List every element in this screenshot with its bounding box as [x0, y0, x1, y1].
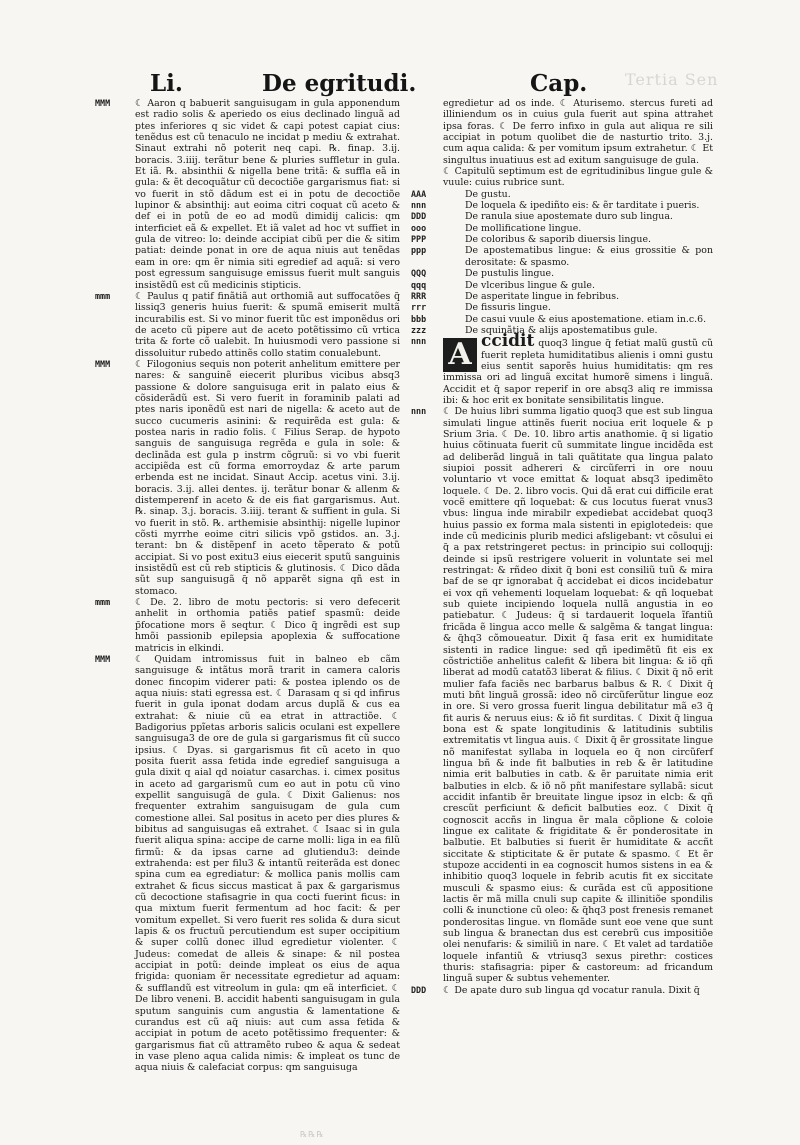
- rubric-text: De gustu.: [465, 188, 511, 200]
- rubric-text: De fissuris lingue.: [465, 302, 551, 314]
- rubric-text: De coloribus & saporib diuersis lingue.: [465, 234, 651, 246]
- rubric-text: De ranula siue apostemate duro sub lingua.: [465, 211, 673, 223]
- rubric-mark: ppp: [411, 245, 427, 256]
- paragraph-text: ☾ Paulus q patif finãtiã aut orthomiã aut suffocatões q̃ lissiq3 generis huius fuerit: & spumã emiserit multã incurabilis est. Si vo minor fuerit tũc est imponẽdus ori de aceto cũ pipere aut de aceto potẽtissimo cũ vrtica trita & forte cõ ualebit. In huiusmodi vero passione si dissoluitur rubedo attinẽs collo statim conualebunt.: [135, 290, 400, 359]
- rubric-item: [411, 200, 713, 212]
- rubric-item: [411, 290, 713, 302]
- paragraph: [411, 984, 713, 996]
- rubric-item: [411, 313, 713, 325]
- rubric-mark: RRR: [411, 290, 427, 301]
- rubric-mark: nnn: [411, 200, 427, 211]
- library-stamp: ℞℞℞: [300, 1130, 325, 1139]
- folio-number: Li.: [150, 70, 183, 97]
- rubric-item: [411, 211, 713, 223]
- marginal-letters: MMM: [95, 98, 111, 108]
- left-column: [95, 98, 400, 1074]
- rubric-mark: AAA: [411, 188, 427, 199]
- rubric-item: [411, 279, 713, 291]
- rubric-text: De squinãtia & alijs apostematibus gule.: [465, 324, 658, 336]
- rubric-item: [411, 245, 713, 268]
- rubric-text: De casui vuule & eius apostematione. etiam in.c.6.: [465, 313, 707, 325]
- marginal-letters: mmm: [95, 290, 111, 301]
- marginal-letters: MMM: [95, 653, 111, 664]
- initial-paragraph: [411, 331, 713, 406]
- right-column: [411, 98, 713, 996]
- paragraph-text: ☾ Filogonius sequis non poterit anhelitum emittere per nares: & sanguinẽ eiecerit pluribus vicibus absq3 passione & dolore sanguisuga erit in palato eius & cõsiderãdũ est. Si vero fuerit in foraminib palati ad ptes naris iponẽdũ est nari de nigella: & aceto aut de succo cucumeris asinini: & requirẽda est gula: & postea naris in radio folis. ☾ Filius Serap. de hypoto sanguis de sanguisuga regrẽda e gula in sole: & declinãda est gula p instrm cõgruũ: si vo vbi fuerit accipiẽda est cũ forma emorroydaz & arte parum erbenda est ne incidat. Sinaut Accip. acetus vini. 3.ij. boracis. 3.ij. allei dentes. ij. terãtur bonar & allenm & distemperenf in aceto & de eis fiat gargarismus. Aut. ℞. sinap. 3.j. boracis. 3.iiij. terant & suffient in gula. Si vo fuerit in stõ. ℞. arthemisie absinthij: nigelle lupinor cõsti myrrhe eoime citri silicis vpõ gstidos. an. 3.j. terant: bn & distẽpenf in aceto tẽperato & potũ accipiat. Si vo post exitu3 eius eiecerit sputũ sanguinis insistẽdũ est cũ reb stipticis & glutinosis. ☾ Dico dãda sũt sup sanguisugã q̃ nõ apparẽt signa qñ est in stomaco.: [135, 358, 400, 597]
- initial-word-rest: ccidit: [481, 331, 535, 352]
- rubric-mark: bbb: [411, 313, 427, 324]
- running-head-cap: Cap.: [530, 70, 588, 97]
- paragraph: [95, 98, 400, 291]
- rubric-text: De apostematibus lingue: & eius grossitie & pon derositate: & spasmo.: [465, 245, 713, 268]
- continuation-text: egredietur ad os inde. ☾ Aturisemo. stercus fureti ad illiniendum os in cuius gula fuerit aut spina attrahet ipsa foras. ☾ De ferro infixo in gula aut aliqua re sili accipiat in potum quolibet die de nasturtio trito. 3.j. cum aqua calida: & per vomitum ipsum extrahetur. ☾ Et singultus inuatiuus est ad exitum sanguisuge de gula.: [443, 98, 713, 166]
- paragraph-text: ☾ De huius libri summa ligatio quoq3 que est sub lingua simulati lingue attinẽs fuerit nociua erit loquele & p Srium 3ria. ☾ De. 10. libro artis anathomie. q̃ si ligatio huius cõtinuata fuerit cũ summitate lingue incidẽda est ad deliberãd linguã in tali quãtitate qua lingua palato siupioi possit adhereri & circũferri in ore nouu voluntario vt voce emittat & loquat absq3 ipedimẽto loquele. ☾ De. 2. libro vocis. Qui dã erat cui difficile erat vocẽ emittere qñ loquebat: & cus locutus fuerat vnus3 vbus: lingua inde mirabilr expediebat accidebat quoq3 huius passio ex forma mala sistenti in epiglotedeis: que inde cũ medicinis plurib medici afsligebant: vt cõsului ei q̃ a pax retstringeret pectus: in principio sui colloqujj: deinde si ipsũ restrigere voluerit in voluntate sei mel restringat: & rñdeo dixit q̃ boni est consiliũ tuũ & mira baf de se qr ignorabat q̃ accidebat ei dicos incidebatur ei vox qñ vehementi loquelam loquebat: & qñ loquebat sub quiete incipiendo loquela nullã angustia in eo patiebatur. ☾ Judeus: q̃ si tardauerit loquela ĩfantiũ fricãda ẽ lingua acco melle & salgẽma & tangat lingua: & q̃hq3 cõmoueatur. Dixit q̃ fasa erit ex humiditate sistenti in radice lingue: sed qñ ipedimẽtũ fit eis ex cõstrictiõe anhelitus calefit & libera bit lingua: & iõ qñ liberat ad modũ catatõ3 liberat & filius. ☾ Dixit q̃ nõ erit mulier fafa faciẽs nec barbarus balbus & R. ☾ Dixit q̃ muti bñt linguã grossã: ideo nõ circũferũtur lingue eoz in ore. Si vero grossa fuerit lingua debilitatur mã e3 q̃ fit auris & neruus eius: & iõ fit surditas. ☾ Dixit q̃ lingua bona est & spate longitudinis & latitudinis subtilis extremitatis vt lingua auis. ☾ Dixit q̃ ẽr grossitate lingue nõ manifestat syllaba in loquela eo q̃ non circũferf lingua bñ & inde fit balbuties in reb & ẽr latitudine nimia erit balbuties in catb. & ẽr paruitate nimia erit balbuties in elcb. & iõ nõ pñt manifestare syllabã: sicut accidit infantib ẽr breuitate lingue ipsoz in elcb: & qñ crescũt perficiunt & deficit balbuties eoz. ☾ Dixit q̃ cognoscit accñs in lingua ẽr mala cõplione & coloie lingue ex calitate & frigiditate & ẽr ponderositate in balbutie. Et balbuties si fuerit ẽr humiditate & accñt siccitate & stipticitate & ẽr putate & spasmo. ☾ Et ẽr stupoze accidenti in ea cognoscit humos sistens in ea & inhibitio quoq3 loquele in febrib acutis fit ex siccitate musculi & spasmo eius: & curãda est cũ appositione lactis ẽr mã milla cnuli sup capite & illinitiõe spondilis colli & inunctione cũ oleo: & q̃hq3 post frenesis remanet ponderositas lingue. vn flomãde sunt eoe vene que sunt sub lingua & branectan dus est cerebrũ cus impositiõe olei nenufaris: & similiũ in nare. ☾ Et valet ad tardatiõe loquele infantiũ & vtriusq3 sexus pirethr: costices thuris: stafisagria: piper & castoreum: ad fricandum linguã super & subtus vehementer.: [443, 406, 713, 985]
- decorated-initial: A: [443, 338, 477, 372]
- paragraph: [95, 290, 400, 359]
- paragraph-text: ☾ De apate duro sub lingua qd vocatur ranula. Dixit q̃: [443, 984, 700, 996]
- rubric-item: [411, 188, 713, 200]
- rubric-text: De asperitate lingue in febribus.: [465, 290, 620, 302]
- marginal-letters: mmm: [95, 597, 111, 608]
- rubric-text: De pustulis lingue.: [465, 268, 555, 280]
- paragraph: [95, 597, 400, 654]
- marginal-letters: nnn: [411, 336, 427, 347]
- paragraph: [95, 653, 400, 1074]
- rubric-item: [411, 268, 713, 280]
- running-head-title: De egritudi.: [262, 70, 417, 97]
- rubric-text: De mollificatione lingue.: [465, 222, 582, 234]
- rubric-list: [411, 188, 713, 336]
- rubric-mark: zzz: [411, 324, 427, 335]
- rubric-mark: qqq: [411, 279, 427, 290]
- marginal-letters: nnn: [411, 406, 427, 417]
- rubric-mark: rrr: [411, 302, 427, 313]
- rubric-mark: ooo: [411, 222, 427, 233]
- rubric-item: [411, 222, 713, 234]
- chapter-heading: ☾ Capitulũ septimum est de egritudinibus lingue gule & vuule: cuius rubrice sunt.: [443, 166, 713, 189]
- marginal-letters: DDD: [411, 984, 427, 995]
- paragraph: [411, 406, 713, 985]
- rubric-item: [411, 302, 713, 314]
- paragraph-text: quoq3 lingue q̃ fetiat malũ gustũ cũ fuerit repleta humiditatibus alienis i omni gustu eius sentit saporẽs huius humiditatis: qm res immissa ori ad linguã excitat humorẽ simens i linguã. Accidit et q̃ sapor reperif in ore absq3 aliq re immissa ibi: & hoc erit ex bonitate sensibilitatis lingue.: [443, 338, 713, 406]
- paragraph-text: ☾ Aaron q babuerit sanguisugam in gula apponendum est radio solis & aperiedo os eius declinado linguã ad ptes inferiores q sic videt & capi potest capiat cius: tenẽdus est cũ tenaculo ne incidat p mediu & extrahat. Sinaut extrahi nõ poterit neq capi. ℞. finap. 3.ij. boracis. 3.iiij. terãtur bene & pluries suffletur in gula. Et iã. ℞. absinthii & nigella bene tritã: & suffla eã in gula: & ẽt decoquãtur cũ decoctiõe gargarismus fiat: si vo fuerit in stõ dãdum est ei in potu de decoctiõe lupinor & absinthij: aut eoima citri coquat cũ aceto & def ei in potũ de eo ad modũ dimidij calicis: qm interficiet eã & expellet. Et iã valet ad hoc vt suffiet in gula de vitreo: lo: deinde accipiat cibũ per die & sitim patiat: deinde ponat in ore de aqua niuis aut tenẽdas eam in ore: qm ẽr nimia siti egredief ad aquã: si vero post egressum sanguisuge emissus fuerit mult sanguis insistẽdũ est cũ medicinis stipticis.: [135, 98, 400, 291]
- rubric-text: De loquela & ipediñto eis: & ẽr tarditate i pueris.: [465, 200, 700, 212]
- bleed-through-text: Tertia Sen: [625, 70, 719, 89]
- rubric-mark: PPP: [411, 234, 427, 245]
- paragraph: [95, 358, 400, 597]
- rubric-mark: DDD: [411, 211, 427, 222]
- paragraph-text: ☾ Quidam intromissus fuit in balneo eb cãm sanguisuge & intãtus morã trarit in camera caloris donec fincopim viderer pati: & postea iplendo os de aqua niuis: stati egressa est. ☾ Darasam q si qd infirus fuerit in gula iponat dodam arcus duplã & cus ea extrahat: & niuie cũ ea etrat in attractiõe. ☾ Badigorius ppĩetas arboris salicis oculani est expellere sanguisuga3 de ore de gula si gargarismus fit cũ succo ipsius. ☾ Dyas. si gargarismus fit cũ aceto in quo posita fuerit assa fetida inde egredief sanguisuga a gula dixit q aial qd noiatur casarchas. i. cimex positus in aceto ad gargarismũ cum eo aut in potu cũ vino expellit sanguisugã de gula. ☾ Dixit Galienus: nos frequenter extrahim sanguisugam de gula cum comestione allei. Sal positus in aceto per dies plures & bibitus ad sanguisugas eã extrahet. ☾ Isaac si in gula fuerit aliqua spina: accipe de carne molli: liga in ea filũ firmũ: & da ipsas carne ad glutiendu3: deinde extrahenda: est per filu3 & intantũ reiterãda est donec spina cum ea egrediatur: & mollica panis mollis cam extrahet & ficus siccus masticat ã pax & gargarismus cũ decoctione stafisagrie in qua cocti fuerint ficus: in qua mixtum fuerit fermentum ad hoc facit: & per vomitum expellet. Si vero fuerit res solida & dura sicut lapis & os fructuũ percutiendum est super occipitium & super collũ donec illud egredietur violenter. ☾ Judeus: comedat de alleis & sinape: & nil postea accipiat in potũ: deinde impleat os eius de aqua frigida: quoniam ẽr necessitate egredietur ad aquam: & sufflandũ est vitreolum in gula: qm eã interficiet. ☾ De libro veneni. B. accidit habenti sanguisugam in gula sputum sanguinis cum angustia & lamentatione & curandus est cũ aq̃ niuis: aut cum assa fetida & accipiat in potum de aceto potẽtissimo frequenter: & gargarismus fiat cũ attramẽto rubeo & aqua & sedeat in vase pleno aqua calida nimis: & impleat os tunc de aqua niuis & calefaciat corpus: qm sanguisuga: [135, 653, 400, 1074]
- rubric-mark: QQQ: [411, 268, 427, 279]
- rubric-text: De vlceribus lingue & gule.: [465, 279, 595, 291]
- rubric-item: [411, 234, 713, 246]
- paragraph-text: ☾ De. 2. libro de motu pectoris: si vero defecerit anhelit in orthomia patiẽs patief spasmũ: deide p̃focatione mors ẽ seqtur. ☾ Dico q̃ ingrẽdi est sup hmõi passionib epilepsia apoplexia & suffocatione matricis in elkindi.: [135, 597, 400, 654]
- marginal-letters: MMM: [95, 358, 111, 369]
